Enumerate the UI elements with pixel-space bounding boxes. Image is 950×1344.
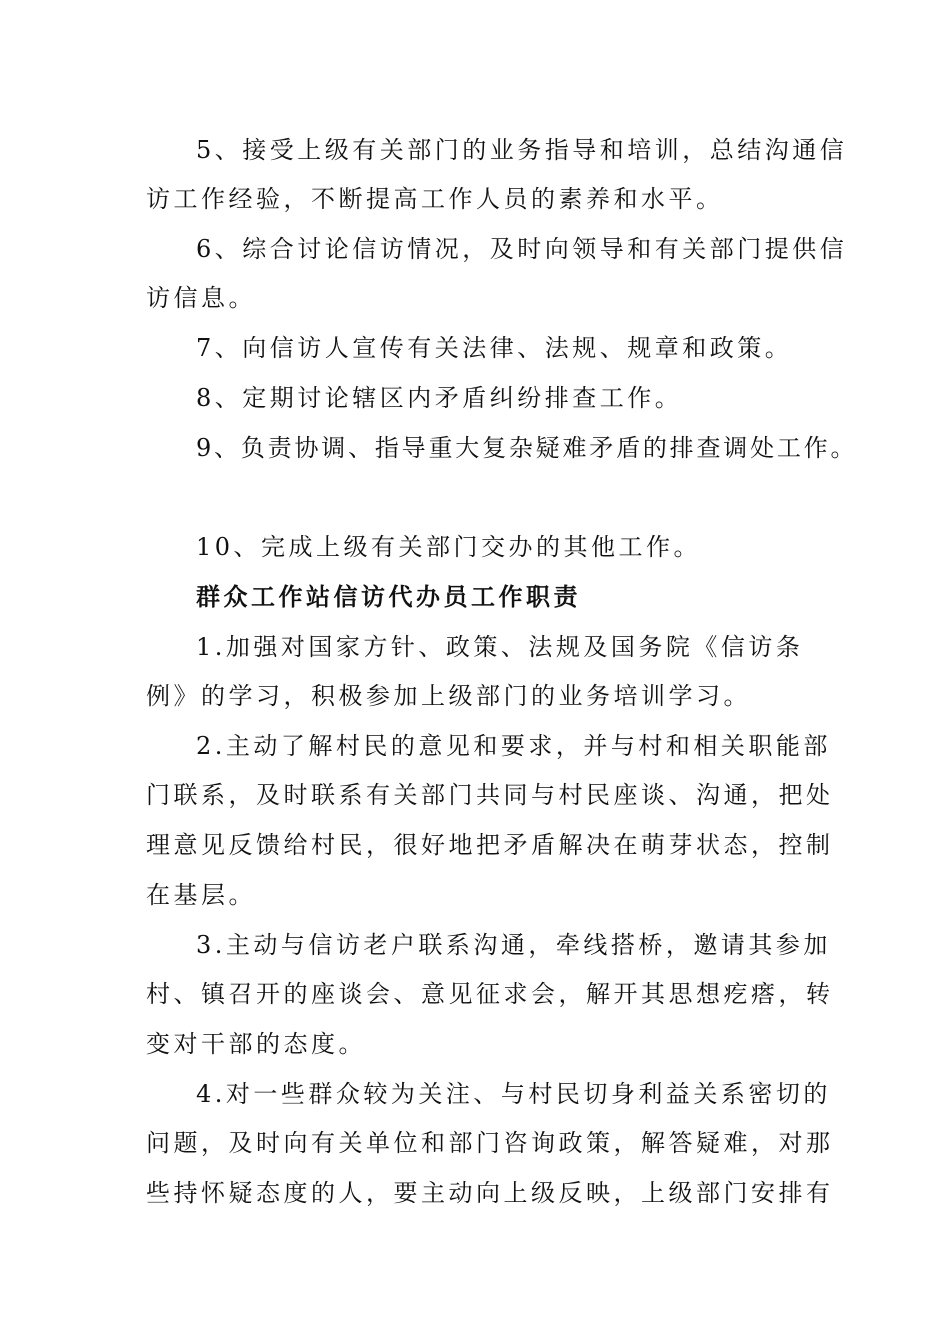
paragraph-6-line-1: 6、综合讨论信访情况，及时向领导和有关部门提供信	[196, 235, 848, 263]
section-heading: 群众工作站信访代办员工作职责	[196, 582, 581, 611]
item-3-line-1: 3.主动与信访老户联系沟通，牵线搭桥，邀请其参加	[196, 931, 831, 959]
item-4-line-2: 问题，及时向有关单位和部门咨询政策，解答疑难，对那	[146, 1129, 834, 1157]
item-3-line-2: 村、镇召开的座谈会、意见征求会，解开其思想疙瘩，转	[146, 980, 834, 1008]
item-4-line-3: 些持怀疑态度的人，要主动向上级反映，上级部门安排有	[146, 1179, 834, 1207]
paragraph-9: 9、负责协调、指导重大复杂疑难矛盾的排查调处工作。	[196, 434, 858, 462]
item-1-line-2: 例》的学习，积极参加上级部门的业务培训学习。	[146, 682, 751, 710]
item-3-line-3: 变对干部的态度。	[146, 1030, 366, 1058]
item-4-line-1: 4.对一些群众较为关注、与村民切身利益关系密切的	[196, 1080, 831, 1108]
item-2-line-1: 2.主动了解村民的意见和要求，并与村和相关职能部	[196, 732, 831, 760]
item-1-line-1: 1.加强对国家方针、政策、法规及国务院《信访条	[196, 633, 804, 661]
item-2-line-3: 理意见反馈给村民，很好地把矛盾解决在萌芽状态，控制	[146, 831, 834, 859]
item-2-line-2: 门联系，及时联系有关部门共同与村民座谈、沟通，把处	[146, 781, 834, 809]
paragraph-5-line-1: 5、接受上级有关部门的业务指导和培训，总结沟通信	[196, 136, 848, 164]
paragraph-7: 7、向信访人宣传有关法律、法规、规章和政策。	[196, 334, 793, 362]
paragraph-5-line-2: 访工作经验，不断提高工作人员的素养和水平。	[146, 185, 724, 213]
paragraph-10: 10、完成上级有关部门交办的其他工作。	[196, 533, 702, 561]
paragraph-8: 8、定期讨论辖区内矛盾纠纷排查工作。	[196, 384, 683, 412]
paragraph-6-line-2: 访信息。	[146, 284, 256, 312]
item-2-line-4: 在基层。	[146, 881, 256, 909]
